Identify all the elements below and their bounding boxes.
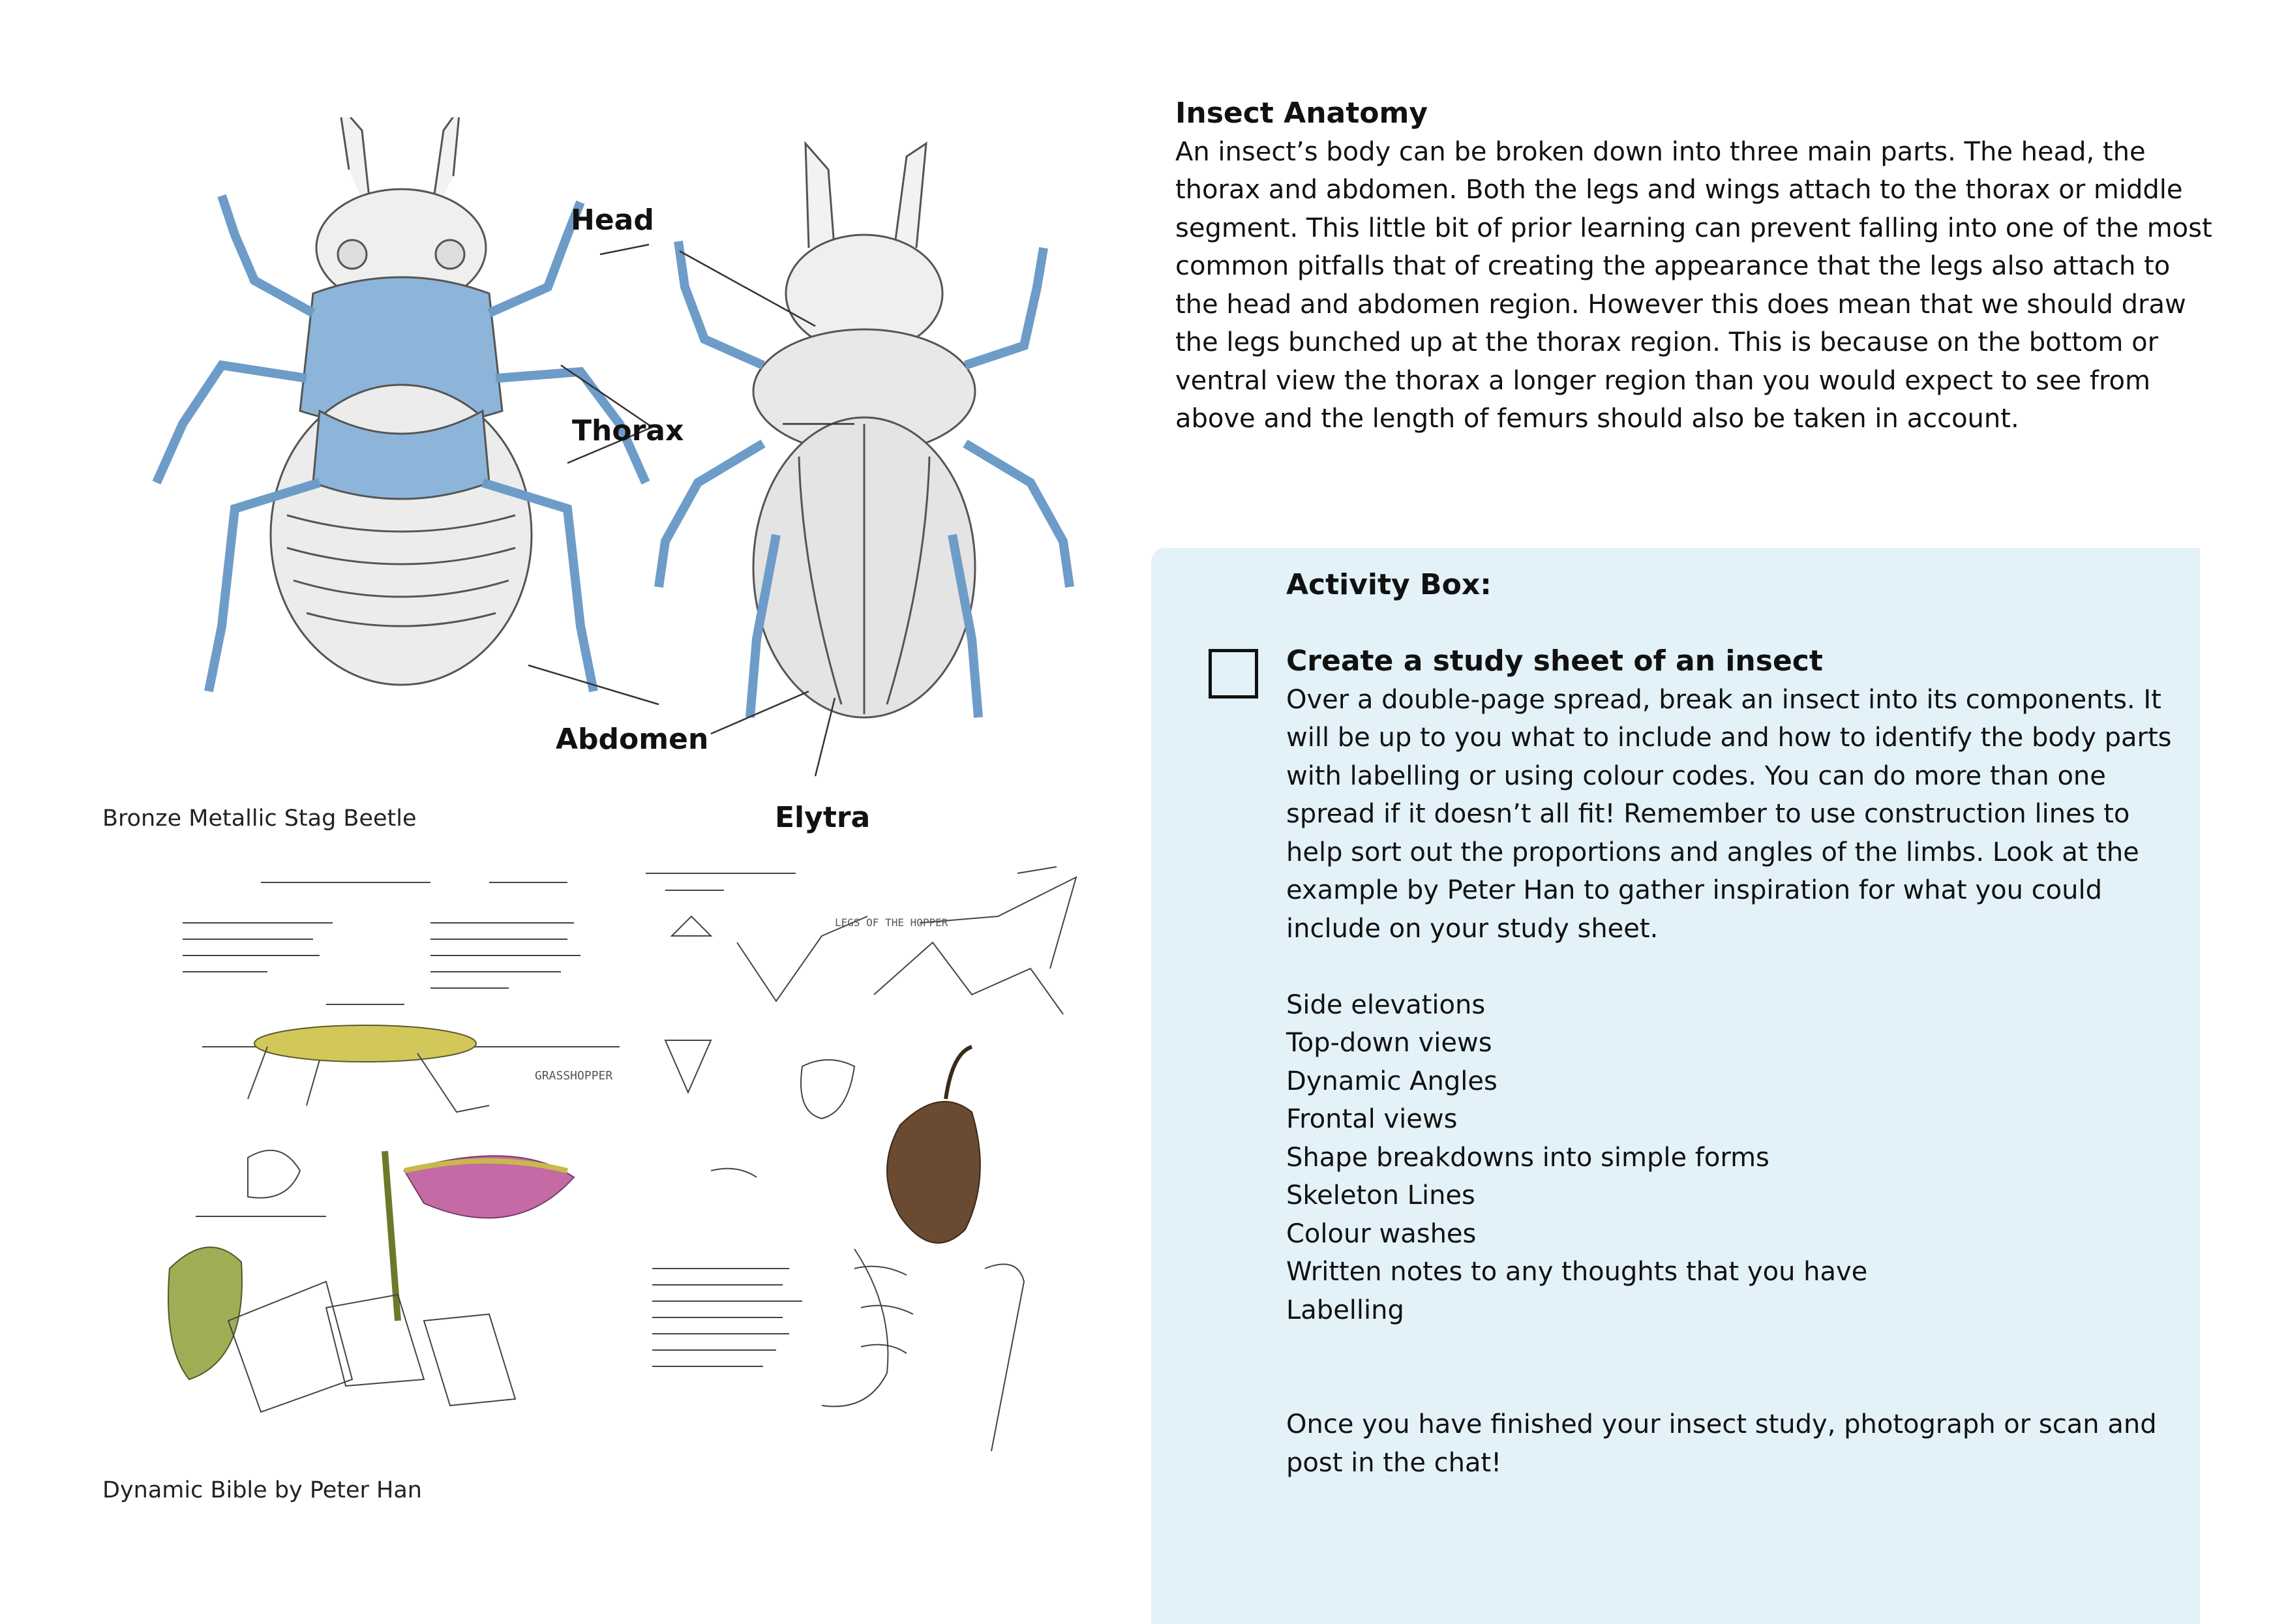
- dorsal-beetle-drawing: [659, 143, 1070, 717]
- task-instructions: Over a double-page spread, break an insect into its components. It will be up to you what to include and how to identify the body parts with labelling or using colour codes. You can do more than one spread if it doesn’t all fit! Remember to use construction lines to help sort out the proportions and angles of the limbs. Look at the example by Peter Han to gather inspiration for what you could include on your study sheet.: [1286, 684, 2172, 944]
- checklist: [1286, 986, 2173, 1330]
- anatomy-title: Insect Anatomy: [1175, 97, 1428, 130]
- list-item: Colour washes: [1286, 1218, 1477, 1249]
- activity-box-title: Activity Box:: [1286, 568, 1492, 601]
- label-head: Head: [571, 203, 654, 237]
- beetle-caption: Bronze Metallic Stag Beetle: [102, 805, 417, 832]
- closing-instruction: Once you have finished your insect study, photograph or scan and post in the chat!: [1286, 1409, 2157, 1478]
- anatomy-body: An insect’s body can be broken down into three main parts. The head, the thorax and abdomen. Both the legs and wings attach to the thorax or middle segment. This little bit of prior learning can prevent falling into one of the most common pitfalls that of creating the appearance that the legs also attach to the head and abdomen region. However this does mean that we should draw the legs bunched up at the thorax region. This is because on the bottom or ventral view the thorax a longer region than you would expect to see from above and the length of femurs should also be taken in account.: [1175, 136, 2212, 434]
- svg-text:GRASSHOPPER: GRASSHOPPER: [535, 1069, 613, 1083]
- label-abdomen: Abdomen: [556, 723, 709, 756]
- anatomy-section: [1175, 95, 2219, 438]
- list-item: Shape breakdowns into simple forms: [1286, 1142, 1769, 1173]
- list-item: Written notes to any thoughts that you have: [1286, 1257, 1868, 1287]
- list-item: Dynamic Angles: [1286, 1066, 1498, 1096]
- list-item: Frontal views: [1286, 1104, 1458, 1134]
- list-item: Top-down views: [1286, 1028, 1492, 1058]
- list-item: Labelling: [1286, 1295, 1404, 1325]
- activity-content: [1286, 566, 2173, 1482]
- sketch-sheet-illustration: [150, 864, 1109, 1471]
- list-item: Side elevations: [1286, 989, 1486, 1020]
- list-item: Skeleton Lines: [1286, 1180, 1475, 1210]
- label-thorax: Thorax: [572, 414, 684, 447]
- label-elytra: Elytra: [775, 801, 871, 834]
- svg-text:LEGS OF THE HOPPER: LEGS OF THE HOPPER: [835, 916, 948, 929]
- sketch-caption: Dynamic Bible by Peter Han: [102, 1477, 422, 1503]
- task-checkbox[interactable]: [1209, 649, 1258, 699]
- task-title: Create a study sheet of an insect: [1286, 644, 1823, 678]
